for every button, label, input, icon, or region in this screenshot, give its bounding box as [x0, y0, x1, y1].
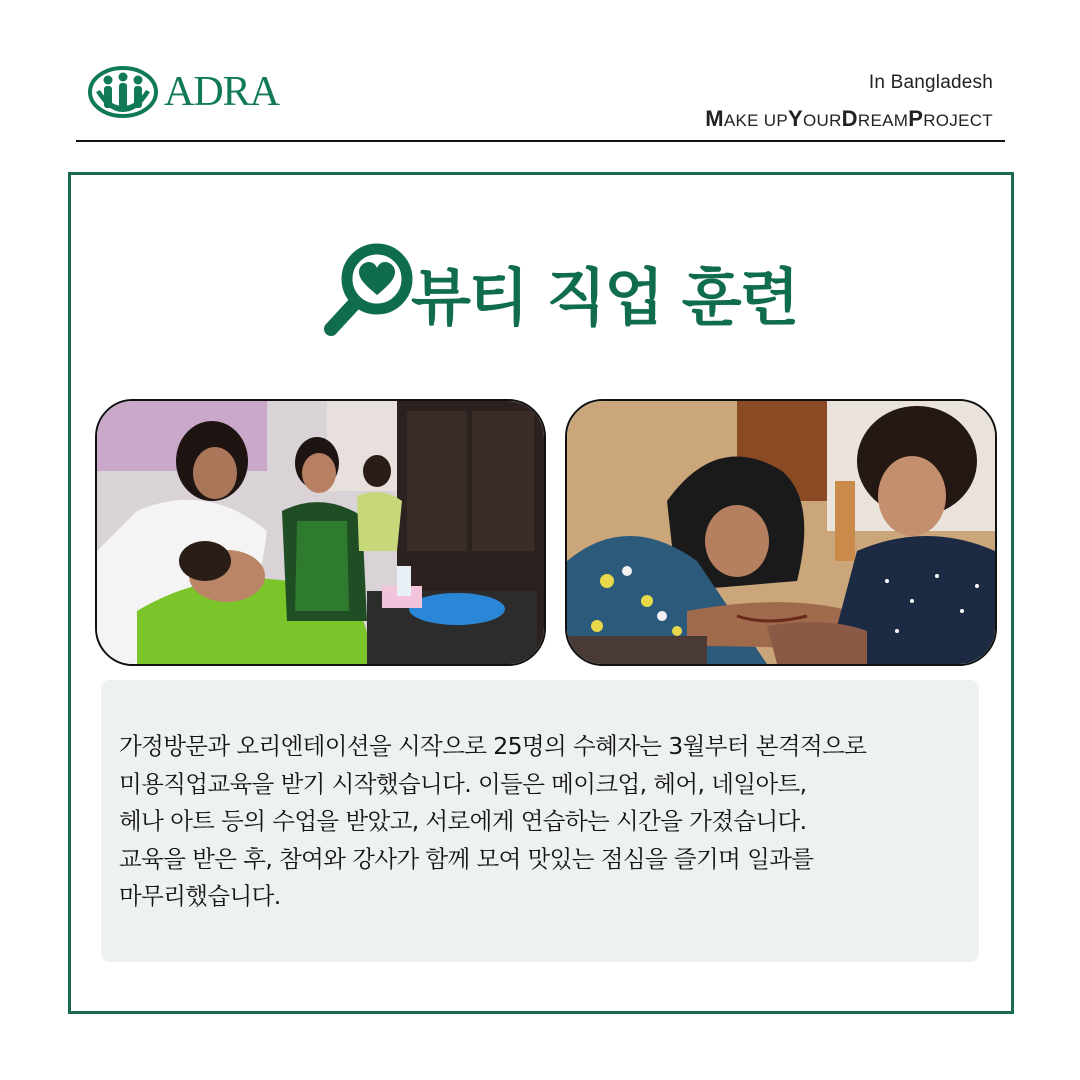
- adra-people-circle-icon: [88, 66, 158, 118]
- description-line: 교육을 받은 후, 참여와 강사가 함께 모여 맛있는 점심을 즐기며 일과를: [119, 844, 814, 873]
- description-box: [101, 680, 979, 962]
- henna-practice-photo: [565, 399, 997, 666]
- project-word-cap: Y: [788, 106, 803, 131]
- description-line: 가정방문과 오리엔테이션을 시작으로 25명의 수혜자는 3월부터 본격적으로: [119, 732, 867, 760]
- brand-name: ADRA: [164, 69, 280, 115]
- project-word-cap: D: [841, 106, 858, 131]
- project-word-rest: REAM: [857, 111, 909, 130]
- description-text: [119, 728, 969, 916]
- header-divider: [76, 140, 1005, 142]
- location-label: In Bangladesh: [868, 72, 993, 93]
- content-card: [68, 172, 1014, 1014]
- adra-logo: [88, 66, 279, 118]
- description-line: 마무리했습니다.: [119, 882, 281, 910]
- project-word-cap: P: [908, 106, 924, 131]
- project-name: [705, 106, 993, 132]
- project-word-rest: OUR: [802, 111, 842, 130]
- project-word-rest: AKE UP: [723, 111, 788, 130]
- section-title: 뷰티 직업 훈련: [411, 260, 798, 334]
- header-info: [705, 72, 993, 132]
- heart-magnifier-icon: [321, 237, 417, 347]
- description-line: 미용직업교육을 받기 시작했습니다. 이들은 메이크업, 헤어, 네일아트,: [119, 769, 807, 798]
- section-heading: [321, 237, 798, 347]
- project-word-cap: M: [705, 106, 724, 131]
- project-word-rest: ROJECT: [923, 111, 993, 130]
- beauty-class-photo: [95, 399, 546, 666]
- description-line: 헤나 아트 등의 수업을 받았고, 서로에게 연습하는 시간을 가졌습니다.: [119, 807, 807, 835]
